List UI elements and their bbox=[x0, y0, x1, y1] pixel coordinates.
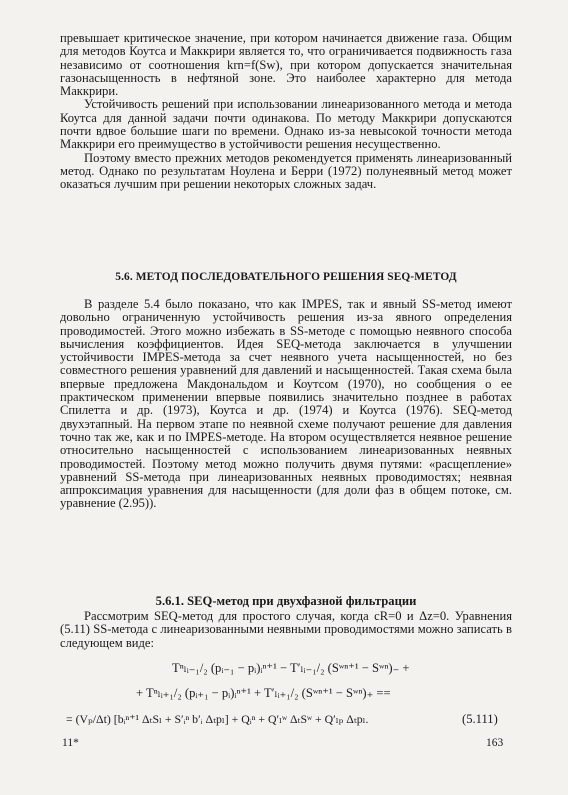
printer-signature: 11* bbox=[62, 737, 79, 749]
text-block-middle bbox=[60, 298, 512, 511]
section-heading: 5.6. МЕТОД ПОСЛЕДОВАТЕЛЬНОГО РЕШЕНИЯ SEQ-МЕТОД bbox=[115, 271, 457, 283]
paragraph-5: Рассмотрим SEQ-метод для простого случая, когда cR=0 и Δz=0. Уравнения (5.11) SS-метода с линеаризованными неявными проводимостями можно записать в следующем виде: bbox=[60, 609, 512, 650]
paragraph-3: Поэтому вместо прежних методов рекомендуется применять линеаризованный метод. Однако по результатам Ноулена и Берри (1972) полунеявный метод может оказаться лучшим при решении некоторых сложных задач. bbox=[60, 150, 512, 192]
equation-number: (5.111) bbox=[462, 712, 498, 726]
paragraph-2: Устойчивость решений при использовании линеаризованного метода и метода Коутса для данной задачи почти одинакова. По методу Маккрири допускаются почти вдвое большие шаги по времени. Однако из-за невысокой точности метода Маккрири его преимущество в устойчивости решения несущественно. bbox=[60, 97, 512, 152]
equation-line-1: Tⁿₗᵢ₋₁/₂ (pᵢ₋₁ − pᵢ)ᵢⁿ⁺¹ − T′ₗᵢ₋₁/₂ (Sʷⁿ⁺¹ − Sʷⁿ)₋ + bbox=[172, 661, 410, 675]
text-block-bottom bbox=[60, 610, 512, 650]
text-block-top bbox=[60, 32, 512, 192]
equation-line-2: + Tⁿₗᵢ₊₁/₂ (pᵢ₊₁ − pᵢ)ᵢⁿ⁺¹ + T′ₗᵢ₊₁/₂ (Sʷⁿ⁺¹ − Sʷⁿ)₊ == bbox=[136, 686, 391, 700]
paragraph-1: превышает критическое значение, при котором начинается движение газа. Общим для методов Коутса и Маккрири является то, что ограничивается подвижность газа независимо от соотношения krn=f(Sw), при котором допускается значительная газонасыщенность в нефтяной зоне. Это наиболее характерно для метода Маккрири. bbox=[60, 31, 512, 99]
paragraph-4: В разделе 5.4 было показано, что как IMPES, так и явный SS-метод имеют довольно ограниченную устойчивость решения из-за явного определения проводимостей. Этого можно избежать в SS-методе с помощью неявного способа вычисления коэффициентов. Идея SEQ-метода заключается в улучшении устойчивости IMPES-метода за счет неявного учета насыщенностей, но без совместного решения уравнений для давлений и насыщенностей. Такая схема была впервые предложена Макдональдом и Коутсом (1970), но сообщения о ее практическом применении впервые появились значительно позднее в работах Спилетта и др. (1973), Коутса и др. (1974) и Коутса (1976). SEQ-метод двухэтапный. На первом этапе по неявной схеме получают решение для давления точно так же, как и по IMPES-методе. На втором осуществляется неявное решение относительно насыщенностей с использованием линеаризованных неявных проводимостей. Поэтому метод можно получить двумя путями: «расщепление» уравнений SS-метода при линеаризованных неявных проводимостях; неявная аппроксимация уравнения для насыщенности (для доли фаз в общем потоке, см. уравнение (2.95)). bbox=[60, 297, 512, 511]
equation-line-3: = (Vₚ/Δt) [bᵢⁿ⁺¹ ΔₜSₗ + S′ᵢⁿ b′ᵢ Δₜpₗ] + Qᵢⁿ + Q′ₗʷ ΔₜSʷ + Q′ₗₚ Δₜpₗ. bbox=[66, 712, 369, 726]
subsection-heading: 5.6.1. SEQ-метод при двухфазной фильтрации bbox=[155, 594, 417, 608]
page-number: 163 bbox=[486, 737, 504, 749]
